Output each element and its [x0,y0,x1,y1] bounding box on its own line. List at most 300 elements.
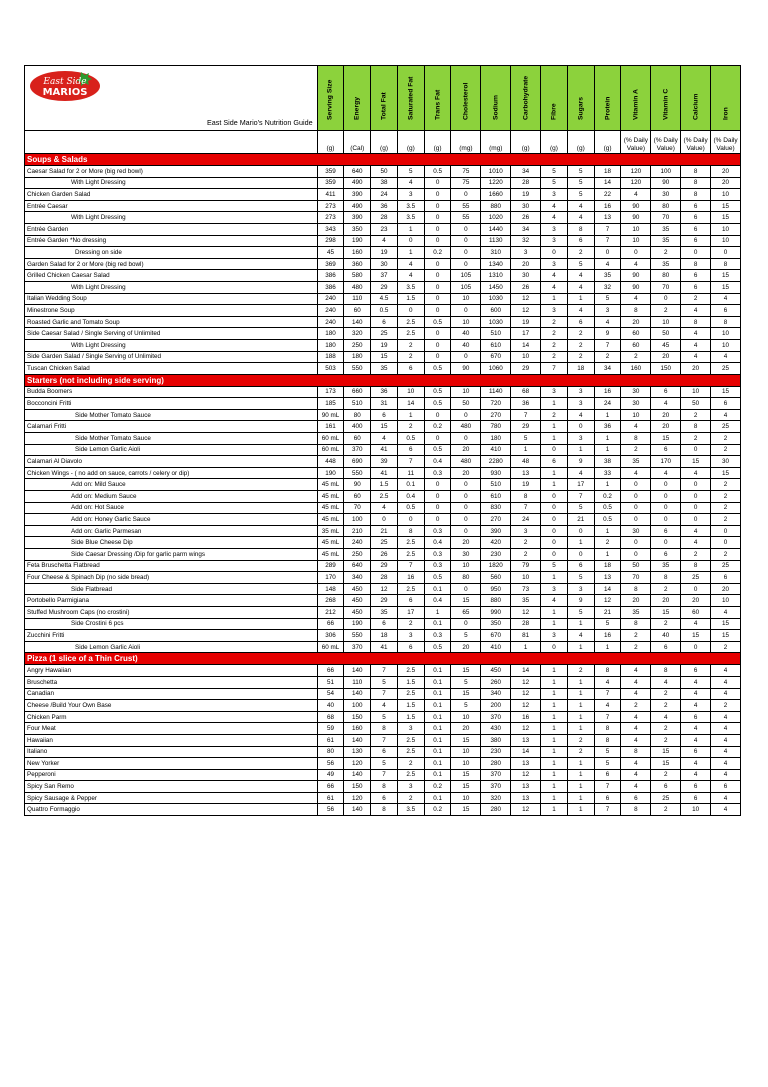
value-cell: 0 [451,247,481,259]
value-cell: 0 [451,258,481,270]
item-name: Pepperoni [25,769,318,781]
value-cell: 80 [451,572,481,584]
value-cell: 1 [541,781,568,793]
table-row [25,433,741,445]
value-cell: 2.5 [397,665,424,677]
value-cell: 5 [567,189,594,201]
item-name: Spicy San Remo [25,781,318,793]
value-cell: 185 [317,398,344,410]
value-cell: 25 [651,792,681,804]
value-cell: 15 [451,804,481,816]
value-cell: 4 [371,235,398,247]
unit-cell: (% Daily Value) [621,131,651,154]
value-cell: 14 [594,583,621,595]
value-cell: 15 [451,734,481,746]
value-cell: 490 [344,200,371,212]
table-row [25,688,741,700]
value-cell: 1 [567,676,594,688]
value-cell: 6 [711,398,741,410]
value-cell: 19 [511,189,541,201]
value-cell: 12 [594,595,621,607]
table-row [25,734,741,746]
value-cell: 3 [541,583,568,595]
value-cell: 24 [371,189,398,201]
column-header-label: Calcium [692,93,700,120]
value-cell: 8 [594,665,621,677]
value-cell: 0 [681,444,711,456]
value-cell: 40 [651,630,681,642]
value-cell: 34 [511,223,541,235]
value-cell: 4 [681,700,711,712]
column-header-label: Fibre [550,103,558,120]
value-cell: 15 [651,758,681,770]
value-cell: 0 [424,433,451,445]
value-cell: 190 [344,618,371,630]
value-cell: 161 [317,421,344,433]
value-cell: 0 [621,549,651,561]
value-cell: 0 [451,502,481,514]
section-title: Soups & Salads [25,154,741,166]
value-cell: 18 [371,630,398,642]
value-cell: 4 [621,769,651,781]
value-cell: 0 [567,549,594,561]
value-cell: 4 [651,467,681,479]
value-cell: 1450 [481,281,511,293]
table-row [25,549,741,561]
value-cell: 4 [371,502,398,514]
value-cell: 4 [711,351,741,363]
value-cell: 49 [317,769,344,781]
value-cell: 1 [541,421,568,433]
value-cell: 3 [541,305,568,317]
value-cell: 510 [481,479,511,491]
value-cell: 1 [541,467,568,479]
value-cell: 4 [711,804,741,816]
value-cell: 0 [541,444,568,456]
value-cell: 7 [594,339,621,351]
value-cell: 2.5 [397,734,424,746]
item-name: Side Caesar Salad / Single Serving of Unlimited [25,328,318,340]
value-cell: 0.3 [424,525,451,537]
value-cell: 2 [651,583,681,595]
item-name: Add on: Mild Sauce [25,479,318,491]
value-cell: 670 [481,351,511,363]
value-cell: 950 [481,583,511,595]
value-cell: 4 [681,525,711,537]
value-cell: 5 [567,572,594,584]
value-cell: 19 [511,479,541,491]
value-cell: 386 [317,270,344,282]
table-row [25,630,741,642]
value-cell: 2 [541,409,568,421]
value-cell: 240 [317,293,344,305]
value-cell: 4 [567,212,594,224]
value-cell: 0.1 [424,758,451,770]
value-cell: 120 [621,166,651,178]
value-cell: 0 [541,247,568,259]
value-cell: 6 [681,792,711,804]
value-cell: 120 [621,177,651,189]
table-body [25,154,741,816]
value-cell: 12 [511,688,541,700]
value-cell: 35 [594,270,621,282]
value-cell: 40 [451,328,481,340]
value-cell: 6 [711,781,741,793]
value-cell: 340 [481,688,511,700]
value-cell: 4 [681,467,711,479]
table-row [25,502,741,514]
value-cell: 1 [594,641,621,653]
value-cell: 13 [594,212,621,224]
value-cell: 16 [594,630,621,642]
value-cell: 35 [651,560,681,572]
value-cell: 173 [317,386,344,398]
value-cell: 8 [711,258,741,270]
value-cell: 19 [371,247,398,259]
value-cell: 1.5 [397,676,424,688]
item-name: Entrée Caesar [25,200,318,212]
column-header [317,66,344,131]
value-cell: 12 [511,804,541,816]
value-cell: 1 [397,223,424,235]
value-cell: 350 [344,223,371,235]
value-cell: 0 [541,525,568,537]
table-row [25,409,741,421]
value-cell: 2.5 [397,746,424,758]
value-cell: 5 [594,746,621,758]
column-header [397,66,424,131]
value-cell: 1.5 [397,293,424,305]
column-header [681,66,711,131]
value-cell: 24 [594,398,621,410]
value-cell: 1 [541,700,568,712]
value-cell: 16 [594,386,621,398]
value-cell: 2 [511,549,541,561]
value-cell: 320 [481,792,511,804]
value-cell: 10 [711,223,741,235]
table-row [25,572,741,584]
value-cell: 6 [681,746,711,758]
value-cell: 2 [651,734,681,746]
table-row [25,583,741,595]
value-cell: 30 [711,456,741,468]
value-cell: 5 [594,618,621,630]
value-cell: 550 [344,467,371,479]
value-cell: 8 [594,723,621,735]
item-name: Add on: Hot Sauce [25,502,318,514]
value-cell: 0.1 [424,676,451,688]
value-cell: 81 [511,630,541,642]
value-cell: 11 [397,467,424,479]
table-row [25,606,741,618]
unit-cell: (Cal) [344,131,371,154]
value-cell: 0 [541,641,568,653]
value-cell: 250 [344,549,371,561]
value-cell: 6 [681,223,711,235]
value-cell: 5 [567,258,594,270]
value-cell: 2 [397,618,424,630]
value-cell: 10 [451,293,481,305]
value-cell: 45 [651,339,681,351]
value-cell: 560 [481,572,511,584]
value-cell: 8 [651,572,681,584]
table-row [25,479,741,491]
value-cell: 90 [651,177,681,189]
value-cell: 1820 [481,560,511,572]
value-cell: 1 [541,665,568,677]
value-cell: 30 [651,189,681,201]
table-row [25,700,741,712]
value-cell: 20 [651,421,681,433]
section-title: Starters (not including side serving) [25,374,741,386]
value-cell: 410 [481,444,511,456]
value-cell: 61 [317,792,344,804]
value-cell: 8 [371,781,398,793]
value-cell: 250 [344,339,371,351]
value-cell: 10 [711,339,741,351]
value-cell: 1 [397,409,424,421]
value-cell: 0 [651,491,681,503]
value-cell: 6 [681,270,711,282]
value-cell: 16 [397,572,424,584]
value-cell: 50 [451,398,481,410]
column-header [371,66,398,131]
value-cell: 6 [397,595,424,607]
value-cell: 0.5 [371,305,398,317]
value-cell: 68 [511,386,541,398]
value-cell: 6 [651,641,681,653]
value-cell: 100 [344,514,371,526]
value-cell: 65 [451,606,481,618]
value-cell: 8 [681,177,711,189]
section-header-row [25,653,741,665]
value-cell: 9 [567,595,594,607]
value-cell: 80 [651,270,681,282]
table-row [25,758,741,770]
value-cell: 61 [317,734,344,746]
value-cell: 4 [621,421,651,433]
value-cell: 1030 [481,293,511,305]
value-cell: 0 [681,583,711,595]
item-name: With Light Dressing [25,281,318,293]
value-cell: 15 [451,595,481,607]
item-name: New Yorker [25,758,318,770]
value-cell: 3 [541,235,568,247]
value-cell: 70 [651,281,681,293]
value-cell: 4 [567,409,594,421]
value-cell: 360 [344,258,371,270]
value-cell: 10 [451,758,481,770]
value-cell: 0.1 [397,479,424,491]
value-cell: 7 [371,688,398,700]
value-cell: 8 [681,316,711,328]
value-cell: 4 [711,676,741,688]
value-cell: 0.5 [424,386,451,398]
value-cell: 1 [567,711,594,723]
value-cell: 1 [567,804,594,816]
value-cell: 1 [541,723,568,735]
value-cell: 0 [424,293,451,305]
value-cell: 0 [424,258,451,270]
value-cell: 0 [397,235,424,247]
value-cell: 0 [424,235,451,247]
value-cell: 41 [371,641,398,653]
column-header [451,66,481,131]
value-cell: 15 [711,200,741,212]
value-cell: 190 [317,467,344,479]
value-cell: 0.5 [424,166,451,178]
value-cell: 24 [511,514,541,526]
value-cell: 450 [481,665,511,677]
value-cell: 370 [481,781,511,793]
table-row [25,421,741,433]
value-cell: 39 [371,456,398,468]
value-cell: 1440 [481,223,511,235]
value-cell: 70 [651,212,681,224]
value-cell: 10 [451,792,481,804]
value-cell: 45 mL [317,537,344,549]
value-cell: 80 [317,746,344,758]
value-cell: 0.2 [594,491,621,503]
value-cell: 0 [424,514,451,526]
value-cell: 0 [621,491,651,503]
value-cell: 10 [621,235,651,247]
table-row [25,723,741,735]
value-cell: 51 [317,676,344,688]
value-cell: 2 [711,491,741,503]
value-cell: 4 [541,212,568,224]
value-cell: 28 [371,212,398,224]
item-name: Feta Bruschetta Flatbread [25,560,318,572]
value-cell: 2.5 [397,316,424,328]
value-cell: 35 [621,456,651,468]
value-cell: 4 [541,595,568,607]
item-name: Side Garden Salad / Single Serving of Unlimited [25,351,318,363]
value-cell: 5 [451,630,481,642]
value-cell: 7 [594,235,621,247]
value-cell: 140 [344,769,371,781]
value-cell: 4 [711,758,741,770]
value-cell: 0.5 [424,316,451,328]
item-name: Spicy Sausage & Pepper [25,792,318,804]
column-header-label: Serving Size [326,79,334,120]
item-name: Add on: Honey Garlic Sauce [25,514,318,526]
value-cell: 15 [451,769,481,781]
value-cell: 60 mL [317,444,344,456]
value-cell: 14 [511,339,541,351]
value-cell: 4 [594,258,621,270]
value-cell: 4 [621,676,651,688]
value-cell: 16 [594,200,621,212]
item-name: Entrée Garden [25,223,318,235]
value-cell: 4 [541,200,568,212]
value-cell: 1 [594,525,621,537]
value-cell: 0 [541,514,568,526]
value-cell: 0.5 [397,433,424,445]
value-cell: 6 [397,444,424,456]
value-cell: 7 [541,363,568,375]
value-cell: 30 [621,525,651,537]
value-cell: 1 [567,781,594,793]
value-cell: 4 [594,316,621,328]
value-cell: 2.5 [397,688,424,700]
value-cell: 15 [711,270,741,282]
value-cell: 60 mL [317,433,344,445]
value-cell: 450 [344,606,371,618]
value-cell: 0 [451,583,481,595]
value-cell: 0 [567,421,594,433]
table-row [25,328,741,340]
value-cell: 2 [651,723,681,735]
value-cell: 3 [567,583,594,595]
value-cell: 0 [451,491,481,503]
value-cell: 3.5 [397,212,424,224]
value-cell: 640 [344,560,371,572]
value-cell: 0 [681,514,711,526]
value-cell: 0 [424,409,451,421]
item-name: Dressing on side [25,247,318,259]
value-cell: 1 [424,606,451,618]
unit-cell: (% Daily Value) [711,131,741,154]
value-cell: 4 [567,467,594,479]
value-cell: 350 [481,618,511,630]
value-cell: 140 [344,804,371,816]
value-cell: 1 [541,746,568,758]
value-cell: 370 [481,711,511,723]
value-cell: 15 [451,688,481,700]
value-cell: 45 mL [317,502,344,514]
value-cell: 70 [621,572,651,584]
value-cell: 17 [567,479,594,491]
value-cell: 5 [567,177,594,189]
value-cell: 6 [567,316,594,328]
value-cell: 0.4 [397,491,424,503]
table-row [25,491,741,503]
nutrition-sheet [24,65,741,816]
value-cell: 4 [681,769,711,781]
value-cell: 2.5 [397,537,424,549]
value-cell: 15 [451,665,481,677]
value-cell: 8 [567,223,594,235]
value-cell: 4 [711,293,741,305]
value-cell: 1 [541,572,568,584]
value-cell: 6 [371,792,398,804]
value-cell: 0.1 [424,583,451,595]
value-cell: 4 [541,281,568,293]
value-cell: 66 [317,618,344,630]
value-cell: 0 [424,212,451,224]
value-cell: 6 [594,792,621,804]
value-cell: 990 [481,606,511,618]
table-row [25,781,741,793]
value-cell: 2 [711,502,741,514]
logo-text-line2: MARIOS [42,87,88,98]
value-cell: 1 [541,711,568,723]
value-cell: 3 [594,305,621,317]
table-row [25,514,741,526]
table-row [25,398,741,410]
value-cell: 4 [567,200,594,212]
item-name: Italiano [25,746,318,758]
value-cell: 2 [511,537,541,549]
value-cell: 6 [711,305,741,317]
value-cell: 420 [481,537,511,549]
value-cell: 2 [541,339,568,351]
value-cell: 0.1 [424,734,451,746]
value-cell: 60 [681,606,711,618]
value-cell: 2 [567,746,594,758]
value-cell: 7 [511,502,541,514]
